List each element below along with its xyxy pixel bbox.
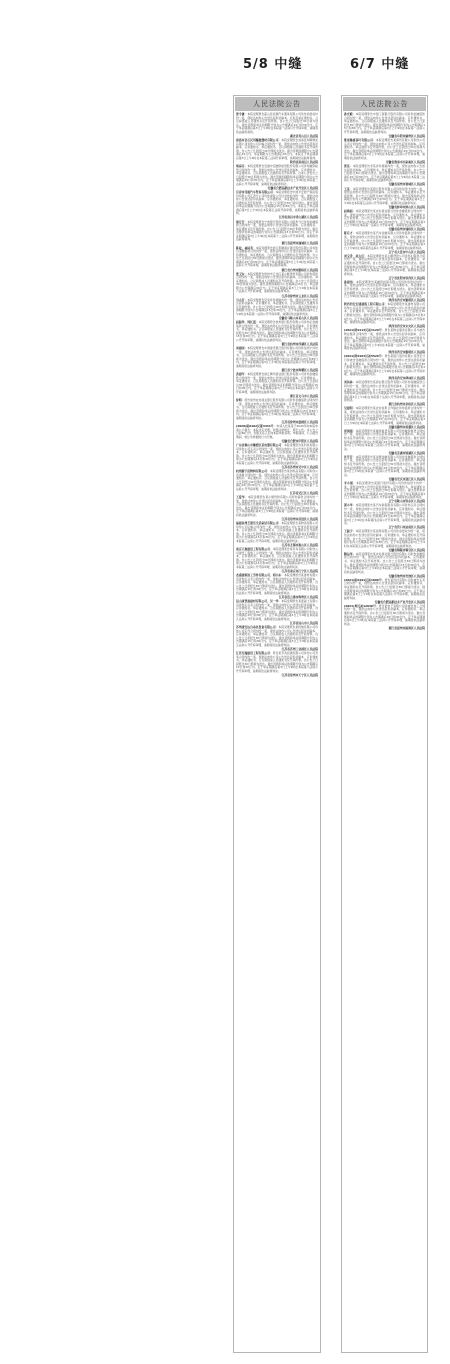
court-signature: 浙江省杭州市余杭区人民法院	[388, 402, 425, 407]
court-signature: 江苏省吴江区人民法院	[290, 491, 318, 495]
party-name: 江苏安瑞建设工程有限公司	[236, 651, 270, 656]
party-name: 福建泉州艺派乐生活家居有限公司	[236, 521, 279, 526]
party-name: 胡家亮	[236, 164, 245, 169]
court-signature: 安徽省安庆市迎江区人民法院	[388, 476, 425, 481]
party-name: 张某	[344, 164, 350, 169]
notice-item	[236, 424, 318, 443]
party-name: 黄建军	[236, 372, 245, 377]
party-name: 刘凤林	[344, 380, 353, 385]
notice-item	[344, 604, 425, 630]
notice-body: ：本院受理原告某科技有限公司诉你公司买卖合同纠纷一案，现依法向你公司公告送达起诉状副本、应诉通知书、举证通知书、合议庭组成人员通知书及开庭传票。自公告之日起经过30日即视为送达。提出答辩和举证的期限分别为公告期满后15日和30日内。定于举证期满后第3日上午9时在本院第七法庭公开开庭审理，逾期将依法缺席判决。	[236, 443, 318, 465]
court-signature: 浙江省温州市瓯海区人民法院	[388, 625, 425, 630]
notice-body: ：本院受理原告宁波银行股份有限公司温州分行诉你金融借款合同纠纷一案，现依法向你公告送达起诉状副本、应诉通知书、举证通知书及开庭传票。自公告之日起经过30日即视为送达。提出答辩状和举证的期限分别为公告期满后15日和30日内。并定于举证期满后第3日上午9时在本院第十二法庭公开开庭审理，逾期将依法缺席裁判。	[236, 219, 318, 242]
notice-body: ：本院受理原告浙江泰隆商业银行股份有限公司诉你们金融借款合同纠纷一案，现依法向你们公告送达起诉状副本、应诉通知书、举证通知书、合议庭组成人员通知书及开庭传票。自公告之日起经过30日即视为送达。提出答辩和举证的期限分别为公告期满后15日和30日内。定于举证期满后第3日上午9时在本院第八法庭公开开庭审理，逾期将依法缺席裁判。	[236, 245, 318, 268]
notice-column-left	[233, 95, 321, 1353]
party-name: 宜春市佳惠汽车贸易有限公司	[236, 190, 273, 195]
party-name: 商洛市金石民用爆破器材有限公司	[236, 138, 279, 143]
court-signature: 陕西省西安市碑林区人民法院	[388, 376, 425, 381]
notice-column-right	[341, 95, 428, 1353]
notice-item	[344, 209, 425, 232]
party-name: 李小强	[344, 480, 354, 485]
court-signature: 安徽省池州市贵池区人民法院	[388, 573, 425, 578]
notice-item	[344, 429, 425, 455]
notice-item	[236, 398, 318, 424]
notice-body: ：本院受理原告安徽中安融资租赁股份有限公司诉你融资租赁合同纠纷一案，现依法向你公告送达起诉状副本、应诉通知书、举证通知书、合议庭组成人员通知书及开庭传票。自本公告发出之日起经过30日即视为送达。提出答辩的期限和举证期限分别为公告期满后15日和30日内。定于举证期满后第3日上午9时在本院第二法庭公开开庭审理，逾期将依法缺席判决。	[236, 164, 318, 186]
court-signature: 安徽省合肥高新技术产业开发区人民法院	[267, 185, 318, 190]
notice-body: ：本院受理原告某纺织品有限公司诉你公司承揽合同纠纷一案，现依法向你公司公告送达起诉状副本、应诉通知书、举证通知书、合议庭组成人员通知书及开庭传票。自公告之日起经过30日即视为送达。提出答辩和举证的期限分别为公告期满后15日和30日内。定于举证期满后第3日上午9时在本院第十五法庭公开开庭审理，逾期将依法缺席判决。	[236, 469, 318, 491]
notice-body: ：申请人杜某某于2020年向本院申请公示催告，本院决定受理。依照法律规定，现予公告。自公告之日起60日内，利害关系人应向本院申报权利。申报期间，公示催告期间，转让该票据的行为无效。	[236, 424, 318, 439]
notice-body: ：本院受理原告某混凝土有限公司诉你们买卖合同纠纷一案，现依法向你们公告送达起诉状副本、应诉通知书、举证通知书、合议庭组成人员通知书及开庭传票。自公告之日起经过30日即视为送达。提出答辩和举证的期限分别为公告期满后15日和30日内。定于举证期满后第3日上午9时在本院第九法庭公开开庭审理，逾期将依法缺席判决。	[236, 599, 318, 621]
party-name: (2021)皖0191民初1890号	[344, 577, 382, 582]
notice-body: ：本院受理原告某汽车销售服务有限公司诉你买卖合同纠纷一案，现依法向你公告送达起诉状副本、应诉通知书、举证通知书及开庭传票。自公告之日起经过30日即视为送达。提出答辩和举证的期限分别为公告期满后15日和30日内。定于举证期满后第3日上午9时在本院第四法庭公开开庭审理，逾期将依法缺席判决。	[344, 503, 425, 526]
notice-body: ：原告某电子有限公司诉被告加工合同纠纷一案，现依法向你公告送达起诉状副本、应诉通知书、举证通知书及开庭传票。自公告之日起经过30日即视为送达。提出答辩和举证的期限分别为公告期满后15日和30日内。定于举证期满后第3日上午9时在本院第三法庭公开开庭审理，逾期将依法缺席判决。	[344, 603, 425, 626]
party-name: 张卫东	[236, 271, 245, 276]
court-signature: 安徽省宿州市埇桥区人民法院	[388, 227, 425, 232]
notice-item	[236, 651, 318, 677]
notice-body: ：本院受理原告某建材有限公司诉你公司买卖合同纠纷一案，现依法向你公司公告送达起诉状副本、应诉通知书、举证通知书及开庭传票。自公告之日起经过30日即视为送达。提出答辩和举证的期限分别为公告期满后15日和30日内。定于举证期满后第3日上午9时在本院第三法庭公开开庭审理，逾期将依法缺席判决。	[344, 302, 425, 325]
notice-body: ：本院受理原告某商业银行股份有限公司诉你金融借款合同纠纷一案，现依法向你公告送达起诉状副本、应诉通知书、举证通知书及开庭传票。自公告之日起经过30日即视为送达。提出答辩和举证的期限分别为公告期满后15日和30日内。定于举证期满后第3日上午9时在本院第十法庭公开开庭审理，逾期将依法缺席判决。	[344, 380, 425, 403]
notice-item	[236, 599, 318, 625]
notice-body: ：本院受理原告徐州市云龙区某小额贷款有限公司诉你借款合同纠纷一案，现依法向你公告送达起诉状副本、应诉通知书、举证通知书、合议庭组成人员通知书及开庭传票。自公告之日起经过30日即视为送达。提出答辩的期限为公告期满后15日内，举证期限为公告期满后30日内。定于举证期满后第3日上午9时在本院第六法庭公开开庭审理，逾期将依法缺席判决。	[236, 271, 318, 294]
party-name: 苏州康安达自动化设备有限公司	[236, 625, 276, 630]
notice-body: ：本院受理原告李某诉你离婚纠纷一案，现依法向你公告送达起诉状副本、应诉通知书、举证通知书及开庭传票。自公告之日起经过30日即视为送达。提出答辩和举证的期限分别为公告期满后15日和30日内。定于举证期满后第3日上午9时在本院第二法庭公开开庭审理，逾期将依法缺席判决。	[344, 164, 425, 183]
party-name: 刘宝香、赵大庆	[344, 253, 365, 258]
notice-body: ：本院受理原告某农村商业银行诉你金融借款合同纠纷一案，现依法向你公告送达起诉状副本、应诉通知书、举证通知书及开庭传票。自公告之日起经过30日即视为送达。提出答辩和举证的期限分别为公告期满后15日和30日内。定于举证期满后第3日上午9时在本院第一法庭公开开庭审理，逾期将依法缺席判决。	[344, 208, 425, 228]
court-signature: 江苏省徐州市云龙区人民法院	[281, 293, 318, 298]
party-name: 刘建国	[236, 346, 245, 351]
notice-body: ：本院受理原告某融资担保有限公司诉你追偿权纠纷一案，现依法向你公告送达起诉状副本、应诉通知书、举证通知书及开庭传票。自公告之日起经过30日即视为送达。提出答辩和举证的期限分别为公告期满后15日和30日内。定于举证期满后第3日上午9时在本院第六法庭公开开庭审理，逾期将依法缺席判决。	[344, 279, 425, 299]
court-signature: 辽宁省沈阳市铁西区人民法院	[388, 275, 425, 280]
party-name: 孙光毅	[344, 112, 353, 116]
party-name: 南京天惠建设工程有限公司	[236, 547, 270, 552]
court-signature: 安徽省阜阳市颍州区人民法院	[388, 133, 425, 138]
court-signature: 辽宁省大连市中山区人民法院	[388, 249, 425, 254]
party-name: 王爱华	[236, 495, 245, 500]
notice-item	[344, 406, 425, 429]
party-name: 昆山康普森建材有限公司、吴一华	[236, 599, 279, 604]
court-signature: 江苏省昆山市人民法院	[290, 621, 318, 626]
column-banner: 人民法院公告	[343, 97, 426, 111]
notice-item	[344, 164, 425, 187]
notice-body: ：本院受理原告某小额贷款有限公司诉你借款合同纠纷一案，现依法向你公告送达起诉状副本、应诉通知书、举证通知书、合议庭组成人员通知书及开庭传票。自公告之日起经过30日即视为送达。提出答辩和举证的期限分别为公告期满后15日和30日内。定于举证期满后第3日上午9时在本院第一法庭公开开庭审理，逾期将依法缺席判决。	[236, 495, 318, 517]
notice-body: ：本院受理原告中国建设银行股份有限公司诉你信用卡纠纷一案，现依法向你公告送达起诉状副本、应诉通知书、举证通知书、合议庭组成人员通知书及开庭传票。自公告之日起经过30日即视为送达。提出答辩和举证的期限分别为公告期满后15日和30日内。定于举证期满后第3日上午9时在本院第四法庭公开开庭审理，逾期将依法缺席判决。	[236, 346, 318, 368]
notice-body: ：本院受理原告杭州银行股份有限公司诉你们金融借款合同纠纷一案，现依法向你们公告送达起诉状副本、应诉通知书、举证通知书、合议庭组成人员通知书及开庭传票。自公告之日起经过30日即视为送达。提出答辩和举证的期限分别为公告期满后15日和30日内。定于举证期满后第3日上午9时在本院第十三法庭公开开庭审理，逾期将依法缺席判决。	[236, 320, 318, 342]
notice-item	[236, 495, 318, 521]
notice-body: ：本院受理原告某农村信用合作联社诉你借款合同纠纷一案，现依法向你公告送达起诉状副本、应诉通知书、举证通知书及开庭传票。自公告之日起经过30日即视为送达。提出答辩和举证的期限分别为公告期满后15日和30日内。定于举证期满后第3日上午9时在本院第七法庭公开开庭审理，逾期将依法缺席判决。	[344, 406, 425, 425]
court-signature: 安徽省滁州市琅琊区人民法院	[388, 424, 425, 429]
notice-item	[344, 254, 425, 280]
notice-body: ：原告某银行股份有限公司西安分行诉被告金融借款合同纠纷一案，现依法向你公告送达起诉状副本、应诉通知书、举证通知书及开庭传票。自公告之日起经过30日即视为送达。提出答辩和举证的期限分别为公告期满后15日和30日内。定于举证期满后第3日上午9时在本院第八法庭公开开庭审理，逾期将依法缺席判决。	[344, 354, 425, 377]
notice-item	[344, 455, 425, 481]
notice-body: ：本院受理原告某融资租赁有限公司诉你融资租赁合同纠纷一案，现依法向你公告送达起诉状副本、应诉通知书、举证通知书及开庭传票。自公告之日起经过30日即视为送达。提出答辩和举证的期限分别为公告期满后15日和30日内。定于举证期满后第3日上午9时在本院第二法庭公开开庭审理，逾期将依法缺席判决。	[344, 428, 425, 451]
page-heading-right: 6/7 中缝	[350, 57, 410, 72]
party-name: 陕西西安宏盛建筑工程有限公司	[344, 302, 385, 307]
notice-item	[344, 112, 425, 138]
notice-item	[236, 521, 318, 547]
party-name: 杰盛建筑加工劳务有限公司、胡小东	[236, 573, 282, 578]
notice-body: ：本院受理原告某机械有限公司诉你公司定作合同纠纷一案，现依法向你公司公告送达起诉状副本、应诉通知书、举证通知书、合议庭组成人员通知书及开庭传票。自公告之日起经过30日即视为送达。提出答辩和举证的期限分别为公告期满后15日和30日内。定于举证期满后第3日上午9时在本院第五法庭公开开庭审理，逾期将依法缺席判决。	[236, 625, 318, 647]
notice-body: ：本院受理原告某劳务有限公司诉你公司建设工程施工合同纠纷一案，现依法向你公司公告送达起诉状副本、应诉通知书、举证通知书、合议庭组成人员通知书及开庭传票。自公告之日起经过30日即视为送达。提出答辩和举证的期限分别为公告期满后15日和30日内。定于举证期满后第3日上午9时在本院第二法庭公开开庭审理，逾期将依法缺席判决。	[236, 547, 318, 569]
court-signature: 江苏省无锡市惠山区人民法院	[281, 543, 318, 548]
notice-item	[236, 625, 318, 651]
party-name: 淮南豫盛茶叶有限公司	[344, 138, 373, 143]
notice-body: ：本院受理原告某汽车金融有限公司诉你借款合同纠纷一案，现依法向你公告送达起诉状副本、应诉通知书、举证通知书及开庭传票。自公告之日起经过30日即视为送达。提出答辩和举证的期限分别为公告期满后15日和30日内。定于举证期满后第3日上午9时在本院第四法庭公开开庭审理，逾期将依法缺席判决。	[344, 231, 425, 250]
court-signature: 安徽省淮南市田家庵区人民法院	[385, 159, 425, 164]
court-signature: 江苏省常州市天宁区人民法院	[281, 673, 318, 678]
notice-item	[236, 246, 318, 272]
court-signature: 江苏省连云港市海州区人民法院	[278, 595, 318, 600]
notice-item	[344, 302, 425, 328]
court-signature: 江苏省徐州市鼓楼区人民法院	[281, 420, 318, 425]
court-signature: 浙江省温州市鹿城区人民法院	[281, 241, 318, 246]
party-name: 王某	[344, 186, 350, 191]
party-name: 周国强	[344, 428, 353, 433]
notice-item	[344, 552, 425, 578]
notice-item	[344, 280, 425, 303]
notice-item	[236, 112, 318, 138]
court-signature: 湖北省英山县人民法院	[290, 133, 318, 138]
party-name: 赵振华、周红霞	[236, 320, 256, 325]
party-name: 张令谦	[236, 112, 245, 116]
party-name: (2020)皖0102民催4444号	[236, 424, 274, 429]
notice-list	[236, 113, 318, 678]
notice-item	[236, 220, 318, 246]
court-signature: 陕西省西安市雁塔区人民法院	[388, 350, 425, 355]
notice-item	[236, 573, 318, 599]
court-signature: 江苏省苏州市吴中区人民法院	[281, 464, 318, 469]
notice-item	[236, 164, 318, 190]
court-signature: 安徽省亳州市谯城区人民法院	[388, 182, 425, 187]
party-name: 许芳芳	[344, 454, 353, 459]
notice-item	[236, 272, 318, 298]
court-signature: 安徽省铜陵市铜官区人民法院	[388, 547, 425, 552]
notice-body: ：本院受理原告某银行股份有限公司诉你信用卡纠纷一案，现依法向你公告送达起诉状副本、应诉通知书、举证通知书及开庭传票。自公告之日起经过30日即视为送达。提出答辩和举证的期限分别为公告期满后15日和30日内。定于举证期满后第3日上午9时在本院第五法庭公开开庭审理，逾期将依法缺席判决。	[344, 186, 425, 205]
court-signature: 安徽省合肥市庐阳区人民法院	[281, 438, 318, 443]
notice-body: ：本院受理原告某农村商业银行股份有限公司诉你金融借款合同纠纷一案，现依法向你公告送达起诉状副本、应诉通知书、举证通知书及开庭传票。自公告之日起经过30日即视为送达。提出答辩和举证的期限分别为公告期满后15日和30日内。定于举证期满后第3日上午9时在本院第二法庭公开开庭审理，逾期将依法缺席判决。	[344, 551, 425, 574]
court-signature: 浙江省台州市路桥区人民法院	[281, 267, 318, 272]
party-name: 赵梅娟	[344, 208, 353, 213]
notice-body: ：本院受理原告吴某诉你离婚纠纷一案，现依法向你公告送达起诉状副本、应诉通知书、举证通知书、合议庭组成人员通知书及开庭传票。自公告之日起经过30日即视为送达。提出答辩和举证的期限分别为公告期满后15日和30日内。定于举证期满后第3日上午9时在本院第一法庭公开开庭审理，逾期将依法缺席判决。	[236, 297, 318, 316]
notice-body: ：本院受理原告霍山县恒源汽车服务有限公司诉你追偿权纠纷一案，现依法向你公告送达起诉状副本、应诉及举证通知书、合议庭组成人员通知书及开庭传票。自公告之日起经过30日视为送达。提出答辩和举证的期限分别为公告期满后15日和30日内。定于举证期满后第3日上午9时在本院第一法庭公开开庭审理，逾期将依法缺席裁判。	[236, 112, 318, 134]
notice-item	[344, 481, 425, 504]
notice-item	[236, 547, 318, 573]
party-name: 孙建伟	[344, 279, 354, 284]
notice-item	[344, 231, 425, 254]
party-name: 吴建明	[344, 406, 353, 411]
party-name: 广东省佛山市顺德区某电器有限公司	[236, 443, 282, 448]
court-signature: 安徽省蚌埠市蚌山区人民法院	[388, 204, 425, 209]
party-name: 徐明	[236, 398, 242, 403]
court-signature: 浙江省义乌市人民法院	[290, 394, 318, 399]
court-signature: 陕西省西安市未央区人民法院	[388, 324, 425, 329]
notice-body: ：本院受理原告某消费金融有限公司诉你金融借款合同纠纷一案，现依法向你公告送达起诉状副本、应诉通知书、举证通知书及开庭传票。自公告之日起经过30日即视为送达。提出答辩和举证的期限分别为公告期满后15日和30日内。定于举证期满后第3日上午9时在本院第一法庭公开开庭审理，逾期将依法缺席判决。	[344, 454, 425, 477]
party-name: 郭小华	[344, 503, 353, 508]
court-signature: 安徽省马鞍山市花山区人民法院	[278, 315, 318, 320]
notice-list	[344, 113, 425, 630]
court-signature: 辽宁省营口市站前区人民法院	[388, 525, 425, 530]
court-signature: 江苏省南京市江宁区人民法院	[281, 569, 318, 574]
notice-item	[236, 138, 318, 164]
notice-body: ：本院受理原告某商贸有限公司诉你公司买卖合同纠纷一案，现依法向你公司公告送达起诉状副本、应诉通知书、举证通知书及开庭传票。自公告之日起经过30日即视为送达。提出答辩和举证的期限分别为公告期满后15日和30日内。定于举证期满后第3日上午9时在本院第三法庭公开开庭审理，逾期将依法缺席判决。	[344, 138, 425, 160]
notice-item	[344, 354, 425, 380]
court-signature: 安徽省芜湖市镜湖区人民法院	[388, 450, 425, 455]
court-signature: 安徽省合肥高新技术产业开发区人民法院	[374, 599, 425, 604]
notice-item	[236, 372, 318, 398]
party-name: 王振宇	[344, 529, 353, 534]
court-signature: 浙江省杭州市西湖区人民法院	[281, 342, 318, 346]
page-heading-left: 5/8 中缝	[243, 57, 303, 72]
notice-body: ：原告某物业服务有限公司与被告物业服务合同纠纷一案，现依法向你公告送达起诉状副本、应诉通知书、举证通知书及开庭传票。自公告之日起经过30日即视为送达。提出答辩和举证的期限分别为公告期满后15日和30日内。定于举证期满后第3日上午9时在本院第一法庭公开开庭审理，逾期将依法缺席判决。	[344, 328, 425, 351]
notice-item	[236, 190, 318, 220]
court-signature: 江西省南昌市青山湖区人民法院	[278, 215, 318, 220]
notice-body: ：本院受理原告某物流有限公司诉你公司运输合同纠纷一案，现依法向你公司公告送达起诉状副本、应诉通知书、举证通知书、合议庭组成人员通知书及开庭传票。自公告之日起经过30日即视为送达。提出答辩和举证的期限分别为公告期满后15日和30日内。定于举证期满后第3日上午9时在本院第三法庭公开开庭审理，逾期将依法缺席判决。	[236, 521, 318, 543]
court-signature: 辽宁省鞍山市铁东区人民法院	[388, 499, 425, 504]
court-signature: 陕西省西安市雁塔区人民法院	[388, 298, 425, 303]
party-name: 陈松、林凤英	[236, 245, 253, 250]
court-signature: 江苏省常州市武进区人民法院	[281, 517, 318, 522]
notice-item	[236, 443, 318, 469]
column-banner: 人民法院公告	[235, 97, 319, 111]
notice-item	[236, 320, 318, 346]
party-name: (2021)粤民初12030号	[344, 603, 376, 608]
party-name: (2021)陕0113民初1120号	[344, 328, 382, 333]
court-signature: 陕西省洛南县人民法院	[290, 159, 318, 164]
notice-item	[344, 503, 425, 529]
party-name: 陶运华	[344, 551, 353, 556]
notice-item	[344, 138, 425, 164]
notice-item	[344, 380, 425, 406]
notice-body: ：本院受理原告中国工商银行股份有限公司诉你金融借款合同纠纷一案，现依法向你公告送达起诉状副本、应诉通知书、举证通知书、合议庭组成人员通知书及开庭传票。自公告之日起经过30日即视为送达。提出答辩和举证的期限分别为公告期满后15日和30日内。定于举证期满后第3日上午9时在本院第一法庭公开开庭审理，逾期将依法缺席判决。	[344, 112, 425, 134]
notice-body: ：原告某科技有限公司诉被告买卖合同纠纷一案，现依法向你公告送达起诉状副本、应诉通知书、举证通知书及开庭传票。自公告之日起经过30日即视为送达。提出答辩和举证的期限分别为公告期满后15日和30日内。定于举证期满后第3日上午9时在本院第九法庭公开开庭审理，逾期将依法缺席判决。	[344, 577, 425, 600]
notice-item	[344, 578, 425, 604]
party-name: 胡月芳	[236, 219, 245, 224]
notice-item	[344, 187, 425, 210]
notice-item	[344, 529, 425, 552]
notice-body: ：本院受理原告洛南县和顺物流有限公司诉你公司运输合同纠纷一案，现依法向你公告送达起诉状副本、应诉通知书、举证通知书、合议庭组成人员通知书及开庭传票。自公告之日起经过30日即视为送达。提出答辩的期限为公告期满后15日内，举证期限为公告期满后30日内。本院定于举证期满后第3日上午9时在本院第三法庭开庭审理，逾期将依法缺席裁判。	[236, 138, 318, 160]
notice-body: ：本院受理原告某小额贷款公司诉你们借款合同纠纷一案，现依法向你们公告送达起诉状副本、应诉通知书、举证通知书及开庭传票。自公告之日起经过30日即视为送达。提出答辩和举证的期限分别为公告期满后15日和30日内。定于举证期满后第3日上午9时在本院第二法庭公开开庭审理，逾期将依法缺席判决。	[344, 253, 425, 276]
notice-body: ：本院受理原告某银行股份有限公司诉你信用卡纠纷一案，现依法向你公告送达起诉状副本、应诉通知书、举证通知书及开庭传票。自公告之日起经过30日即视为送达。提出答辩和举证的期限分别为公告期满后15日和30日内。定于举证期满后第3日上午9时在本院第三法庭公开开庭审理，逾期将依法缺席判决。	[344, 480, 425, 500]
notice-body: ：原告某劳务派遣有限公司诉你公司劳务合同纠纷一案，现依法向你公司公告送达起诉状副本、应诉通知书、举证通知书、合议庭组成人员通知书及开庭传票。自公告之日起经过30日即视为送达。提出答辩和举证的期限分别为公告期满后15日和30日内。定于举证期满后第3日上午9时在本院第六法庭公开开庭审理，逾期将依法缺席判决。	[236, 651, 318, 673]
party-name: (2021)陕0103民初5520号	[344, 354, 382, 359]
notice-body: ：本院受理原告某建材有限公司诉你们买卖合同纠纷一案，现依法向你们公告送达起诉状副本、应诉通知书、举证通知书、合议庭组成人员通知书及开庭传票。自公告之日起经过30日即视为送达。提出答辩和举证的期限分别为公告期满后15日和30日内。定于举证期满后第3日上午9时在本院第四法庭公开开庭审理，逾期将依法缺席判决。	[236, 573, 318, 595]
notice-item	[236, 346, 318, 372]
party-name: 陈有才	[344, 231, 353, 236]
notice-item	[236, 298, 318, 321]
party-name: 杭州新宇宙物料有限公司	[236, 469, 268, 474]
notice-item	[344, 328, 425, 354]
court-signature: 浙江省宁波市海曙区人民法院	[281, 368, 318, 373]
court-signature: 江苏省苏州工业园区人民法院	[281, 647, 318, 652]
notice-item	[236, 469, 318, 495]
notice-body: ：本院受理原告某担保有限公司诉你追偿权纠纷一案，现依法向你公告送达起诉状副本、应诉通知书、举证通知书及开庭传票。自公告之日起经过30日即视为送达。提出答辩和举证的期限分别为公告期满后15日和30日内。定于举证期满后第3日上午9时在本院第五法庭公开开庭审理，逾期将依法缺席判决。	[344, 529, 425, 548]
party-name: 马小芳	[236, 297, 245, 302]
notice-body: ：原告徐州农村商业银行股份有限公司诉你金融借款合同纠纷一案，现依法向你公告送达起诉状副本、应诉通知书、举证通知书、合议庭组成人员通知书及开庭传票。自公告之日起经过30日即视为送达。提出答辩和举证的期限分别为公告期满后15日和30日内。定于举证期满后第3日上午9时在本院第二法庭公开开庭审理，逾期将依法缺席判决。	[236, 398, 318, 420]
notice-body: ：本院受理原告中国平安财产保险股份有限公司江西分公司诉你保险人代位求偿权纠纷一案，现依法向你公告送达起诉状副本、应诉通知书、举证通知书、合议庭组成人员通知书及开庭传票。自公告之日起经过30日视为送达。提出答辩和举证的期限分别为公告期满后15日和30日内。本院定于举证期满后第3日上午9时在本院第五法庭开庭审理，逾期将依法缺席裁判。	[236, 190, 318, 216]
notice-body: ：本院受理原告浙江稠州商业银行股份有限公司诉你金融借款合同纠纷一案，现依法向你公告送达起诉状副本、应诉通知书、举证通知书、合议庭组成人员通知书及开庭传票。自公告之日起经过30日即视为送达。提出答辩和举证的期限分别为公告期满后15日和30日内。定于举证期满后第3日上午9时在本院第九法庭公开开庭审理，逾期将依法缺席判决。	[236, 372, 318, 394]
